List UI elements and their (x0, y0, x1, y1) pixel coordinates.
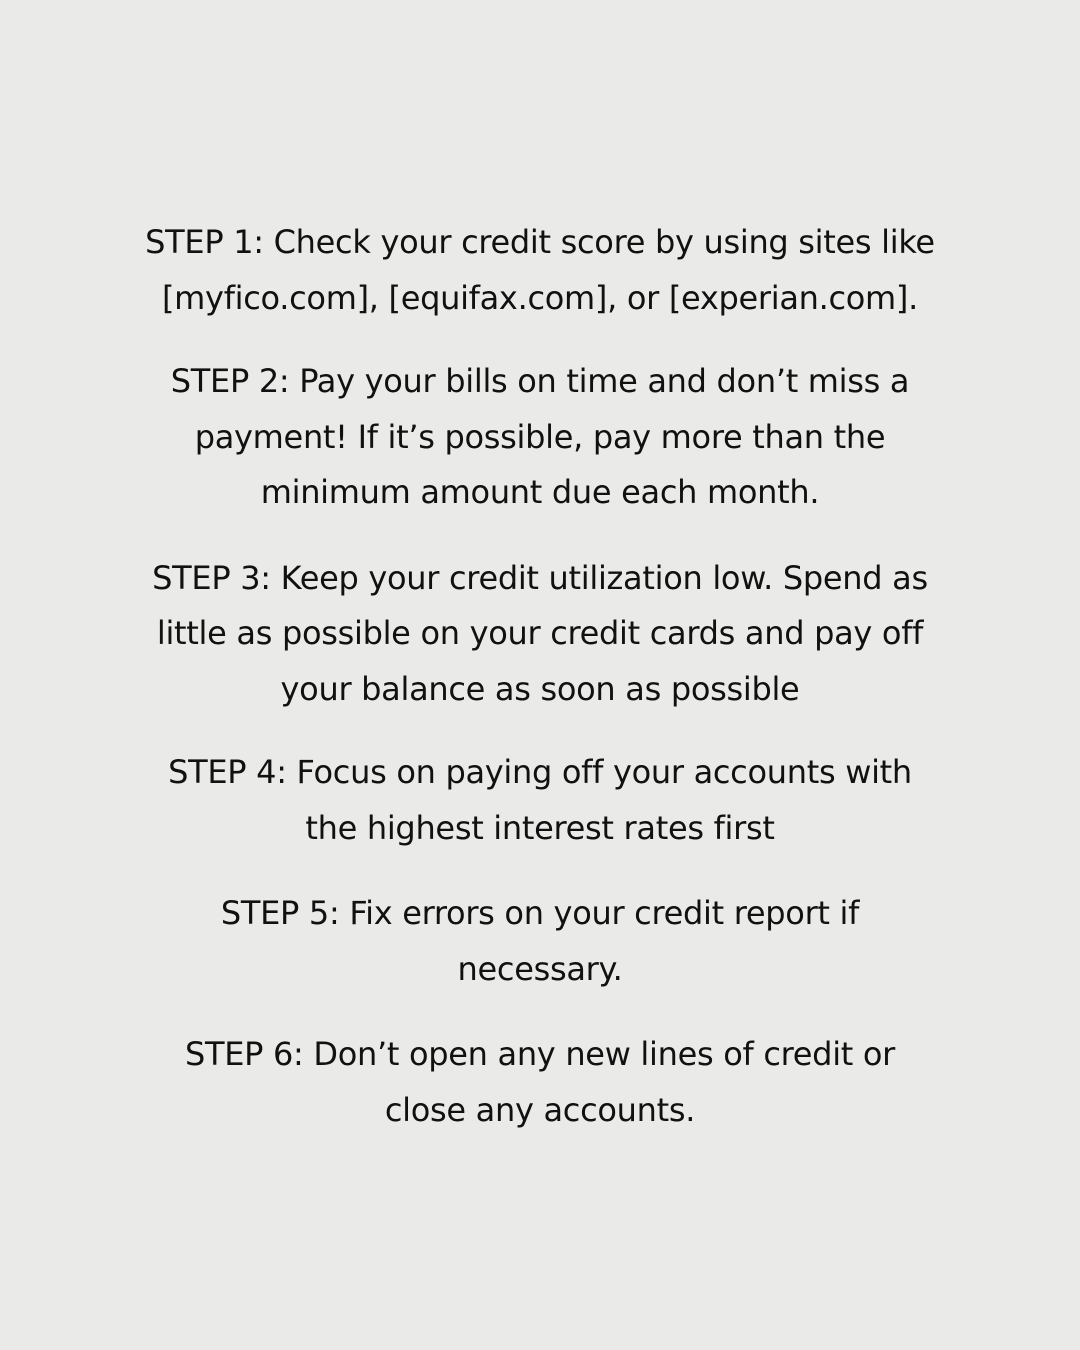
step-2-line-2: payment! If it’s possible, pay more than the (194, 417, 886, 456)
step-2-line-3: minimum amount due each month. (260, 473, 820, 511)
step-2-line-1: STEP 2: Pay your bills on time and don’t miss a (170, 362, 910, 400)
step-1-line-1: STEP 1: Check your credit score by using sites like (145, 223, 935, 261)
step-2 (140, 354, 940, 521)
step-5-line-1: STEP 5: Fix errors on your credit report if (220, 894, 860, 932)
step-4-line-2: the highest interest rates first (305, 808, 775, 847)
step-5 (140, 886, 940, 997)
step-1 (140, 215, 940, 326)
step-5-line-2: necessary. (457, 949, 623, 988)
step-3-line-1: STEP 3: Keep your credit utilization low. Spend as (152, 558, 928, 597)
step-3-line-3: your balance as soon as possible (280, 669, 800, 708)
steps-list (140, 215, 940, 1166)
step-3-line-2: little as possible on your credit cards and pay off (156, 614, 924, 652)
step-6-line-1: STEP 6: Don’t open any new lines of credit or (184, 1035, 896, 1073)
step-6 (140, 1027, 940, 1138)
step-4-line-1: STEP 4: Focus on paying off your accounts with (168, 753, 912, 791)
step-3 (140, 551, 940, 718)
step-6-line-2: close any accounts. (384, 1090, 696, 1129)
step-4 (140, 745, 940, 856)
step-1-line-2: [myfico.com], [equifax.com], or [experian.com]. (162, 278, 918, 317)
